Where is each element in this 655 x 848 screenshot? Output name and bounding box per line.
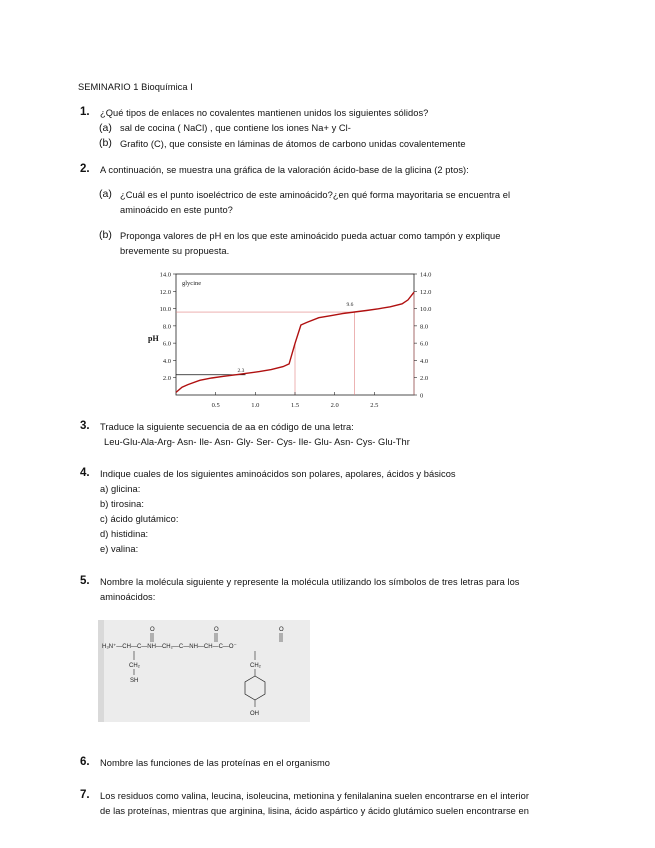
- q1-a-text: sal de cocina ( NaCl) , que contiene los iones Na+ y Cl-: [120, 123, 351, 133]
- q6-text: Nombre las funciones de las proteínas en el organismo: [100, 758, 331, 768]
- q1-text: ¿Qué tipos de enlaces no covalentes mantienen unidos los siguientes sólidos?: [100, 108, 429, 118]
- glycine-titration-chart: [140, 266, 440, 412]
- y-tick-right-label: 14.0: [420, 271, 432, 279]
- q1-b-text: Grafito (C), que consiste en láminas de átomos de carbono unidas covalentemente: [120, 139, 466, 149]
- y-tick-left-label: 10.0: [159, 306, 171, 314]
- tripeptide-structure-image: [98, 620, 310, 722]
- q2-a-line2: aminoácido en este punto?: [120, 205, 233, 215]
- q4-item-valina: e) valina:: [100, 544, 139, 554]
- q2-b-label: (b): [99, 229, 112, 241]
- pka2-label: 9.6: [346, 302, 354, 309]
- chart-title: glycine: [182, 280, 202, 287]
- q2-a-label: (a): [99, 188, 112, 200]
- q3-text: Traduce la siguiente secuencia de aa en código de una letra:: [100, 422, 354, 432]
- q2-text: A continuación, se muestra una gráfica de la valoración ácido-base de la glicina (2 ptos):: [100, 165, 469, 175]
- y-tick-right-label: 0: [420, 392, 424, 400]
- svg-text:H₃N⁺—CH—C—NH—CH₂—C—NH—CH—C—O⁻: H₃N⁺—CH—C—NH—CH₂—C—NH—CH—C—O⁻: [102, 644, 237, 650]
- q2-b-line1: Proponga valores de pH en los que este aminoácido pueda actuar como tampón y explique: [120, 231, 501, 241]
- svg-text:OH: OH: [250, 711, 259, 717]
- q5-number: 5.: [80, 575, 90, 587]
- q7-line2: de las proteínas, mientras que arginina, lisina, ácido aspártico y ácido glutámico suelen encontrarse en: [100, 806, 529, 816]
- q2-b-line2: brevemente su propuesta.: [120, 246, 230, 256]
- y-tick-right-label: 10.0: [420, 306, 432, 314]
- q2-number: 2.: [80, 163, 90, 175]
- svg-text:O: O: [279, 627, 284, 633]
- q4-item-glutamico: c) ácido glutámico:: [100, 514, 179, 524]
- q2-a-line1: ¿Cuál es el punto isoeléctrico de este aminoácido?¿en qué forma mayoritaria se encuentra el: [120, 190, 511, 200]
- q1-number: 1.: [80, 106, 90, 118]
- svg-text:O: O: [214, 627, 219, 633]
- q4-item-tirosina: b) tirosina:: [100, 499, 145, 509]
- q3-sequence: Leu-Glu-Ala-Arg- Asn- Ile- Asn- Gly- Ser- Cys- Ile- Glu- Asn- Cys- Glu-Thr: [104, 437, 410, 447]
- q1-b-label: (b): [99, 137, 112, 149]
- x-tick-label: 2.5: [370, 402, 379, 409]
- q7-line1: Los residuos como valina, leucina, isoleucina, metionina y fenilalanina suelen encontrarse en el interior: [100, 791, 530, 801]
- q1-a-label: (a): [99, 122, 112, 134]
- svg-text:SH: SH: [130, 678, 139, 684]
- y-tick-left-label: 8.0: [162, 323, 171, 331]
- q5-line1: Nombre la molécula siguiente y represente la molécula utilizando los símbolos de tres letras para los: [100, 577, 520, 587]
- y-tick-left-label: 14.0: [159, 271, 171, 279]
- y-tick-left-label: 4.0: [162, 357, 171, 365]
- x-tick-label: 1.5: [290, 402, 300, 409]
- y-tick-left-label: 12.0: [159, 288, 171, 296]
- y-axis-label: pH: [148, 334, 159, 343]
- y-tick-right-label: 4.0: [420, 357, 429, 365]
- pka1-label: 2.3: [237, 367, 245, 374]
- q4-item-glicina: a) glicina:: [100, 484, 141, 494]
- x-tick-label: 0.5: [211, 402, 220, 409]
- q4-text: Indique cuales de los siguientes aminoácidos son polares, apolares, ácidos y básicos: [100, 469, 456, 479]
- y-tick-right-label: 12.0: [420, 288, 432, 296]
- y-tick-right-label: 6.0: [420, 340, 429, 348]
- svg-text:CH₂: CH₂: [250, 663, 261, 669]
- q7-number: 7.: [80, 789, 90, 801]
- svg-text:O: O: [150, 627, 155, 633]
- x-tick-label: 1.0: [251, 402, 260, 409]
- q3-number: 3.: [80, 420, 90, 432]
- q4-number: 4.: [80, 467, 90, 479]
- q6-number: 6.: [80, 756, 90, 768]
- q5-line2: aminoácidos:: [100, 592, 156, 602]
- q4-item-histidina: d) histidina:: [100, 529, 149, 539]
- y-tick-right-label: 2.0: [420, 375, 429, 383]
- y-tick-left-label: 6.0: [162, 340, 171, 348]
- y-tick-left-label: 2.0: [162, 375, 171, 383]
- y-tick-right-label: 8.0: [420, 323, 429, 331]
- x-tick-label: 2.0: [330, 402, 339, 409]
- svg-text:CH₂: CH₂: [129, 663, 140, 669]
- page-header: SEMINARIO 1 Bioquímica I: [78, 82, 193, 92]
